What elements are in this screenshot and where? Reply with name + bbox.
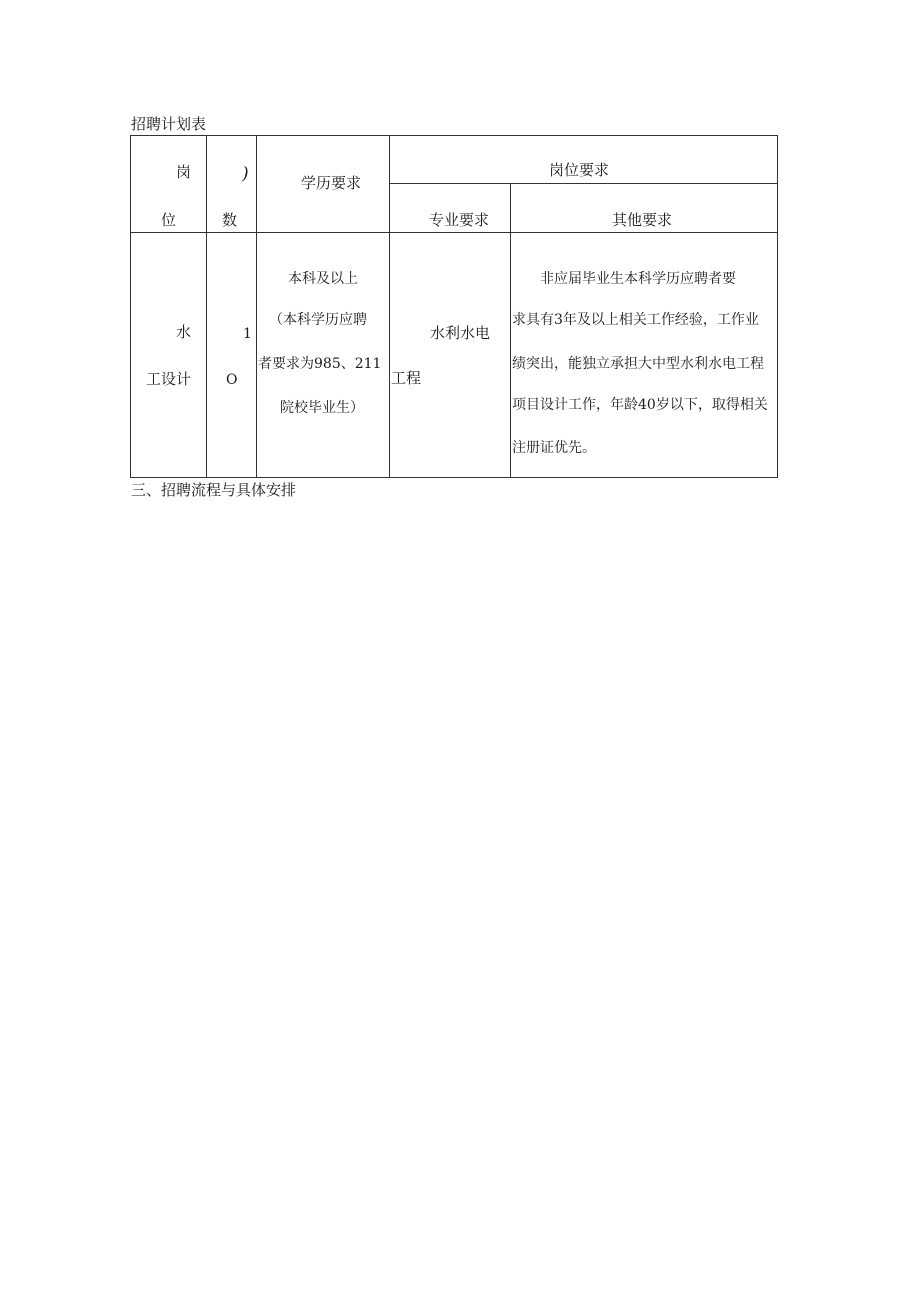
cell-position-line-2: 工设计 [146, 370, 192, 388]
col-divider-1 [206, 135, 207, 478]
table-caption: 招聘计划表 [131, 115, 207, 133]
cell-count-line-1: 1 [243, 326, 252, 342]
header-education: 学历要求 [301, 174, 362, 192]
header-count-2: 数 [222, 211, 238, 229]
cell-education-line-1: 本科及以上 [288, 271, 358, 287]
cell-other-line-3: 绩突出，能独立承担大中型水利水电工程 [512, 356, 764, 372]
cell-major-line-2: 工程 [391, 369, 422, 387]
header-count-1: ) [242, 164, 249, 184]
header-major: 专业要求 [429, 211, 490, 229]
header-bottom-border [130, 232, 778, 233]
cell-other-line-4: 项目设计工作，年龄40岁以下，取得相关 [512, 397, 768, 413]
table-border-bottom [130, 477, 778, 478]
header-position-2: 位 [161, 211, 177, 229]
header-divider [389, 183, 778, 184]
cell-other-line-5: 注册证优先。 [512, 440, 596, 456]
table-border-top [130, 135, 778, 136]
table-border-left [130, 135, 131, 478]
col-divider-2 [256, 135, 257, 478]
section-heading: 三、招聘流程与具体安排 [131, 481, 297, 499]
cell-education-line-3: 者要求为985、211 [258, 356, 382, 372]
col-divider-3 [389, 135, 390, 478]
cell-position-line-1: 水 [176, 323, 192, 341]
header-position-1: 岗 [176, 163, 192, 181]
cell-other-line-1: 非应届毕业生本科学历应聘者要 [540, 271, 736, 287]
cell-count-line-2: O [226, 372, 238, 388]
header-other: 其他要求 [612, 211, 673, 229]
col-divider-4 [510, 183, 511, 478]
table-border-right [777, 135, 778, 478]
cell-education-line-2: （本科学历应聘 [269, 312, 367, 328]
cell-major-line-1: 水利水电 [430, 324, 491, 342]
header-job-requirements: 岗位要求 [549, 161, 610, 179]
cell-other-line-2: 求具有3年及以上相关工作经验，工作业 [512, 312, 759, 328]
cell-education-line-4: 院校毕业生） [280, 400, 364, 416]
